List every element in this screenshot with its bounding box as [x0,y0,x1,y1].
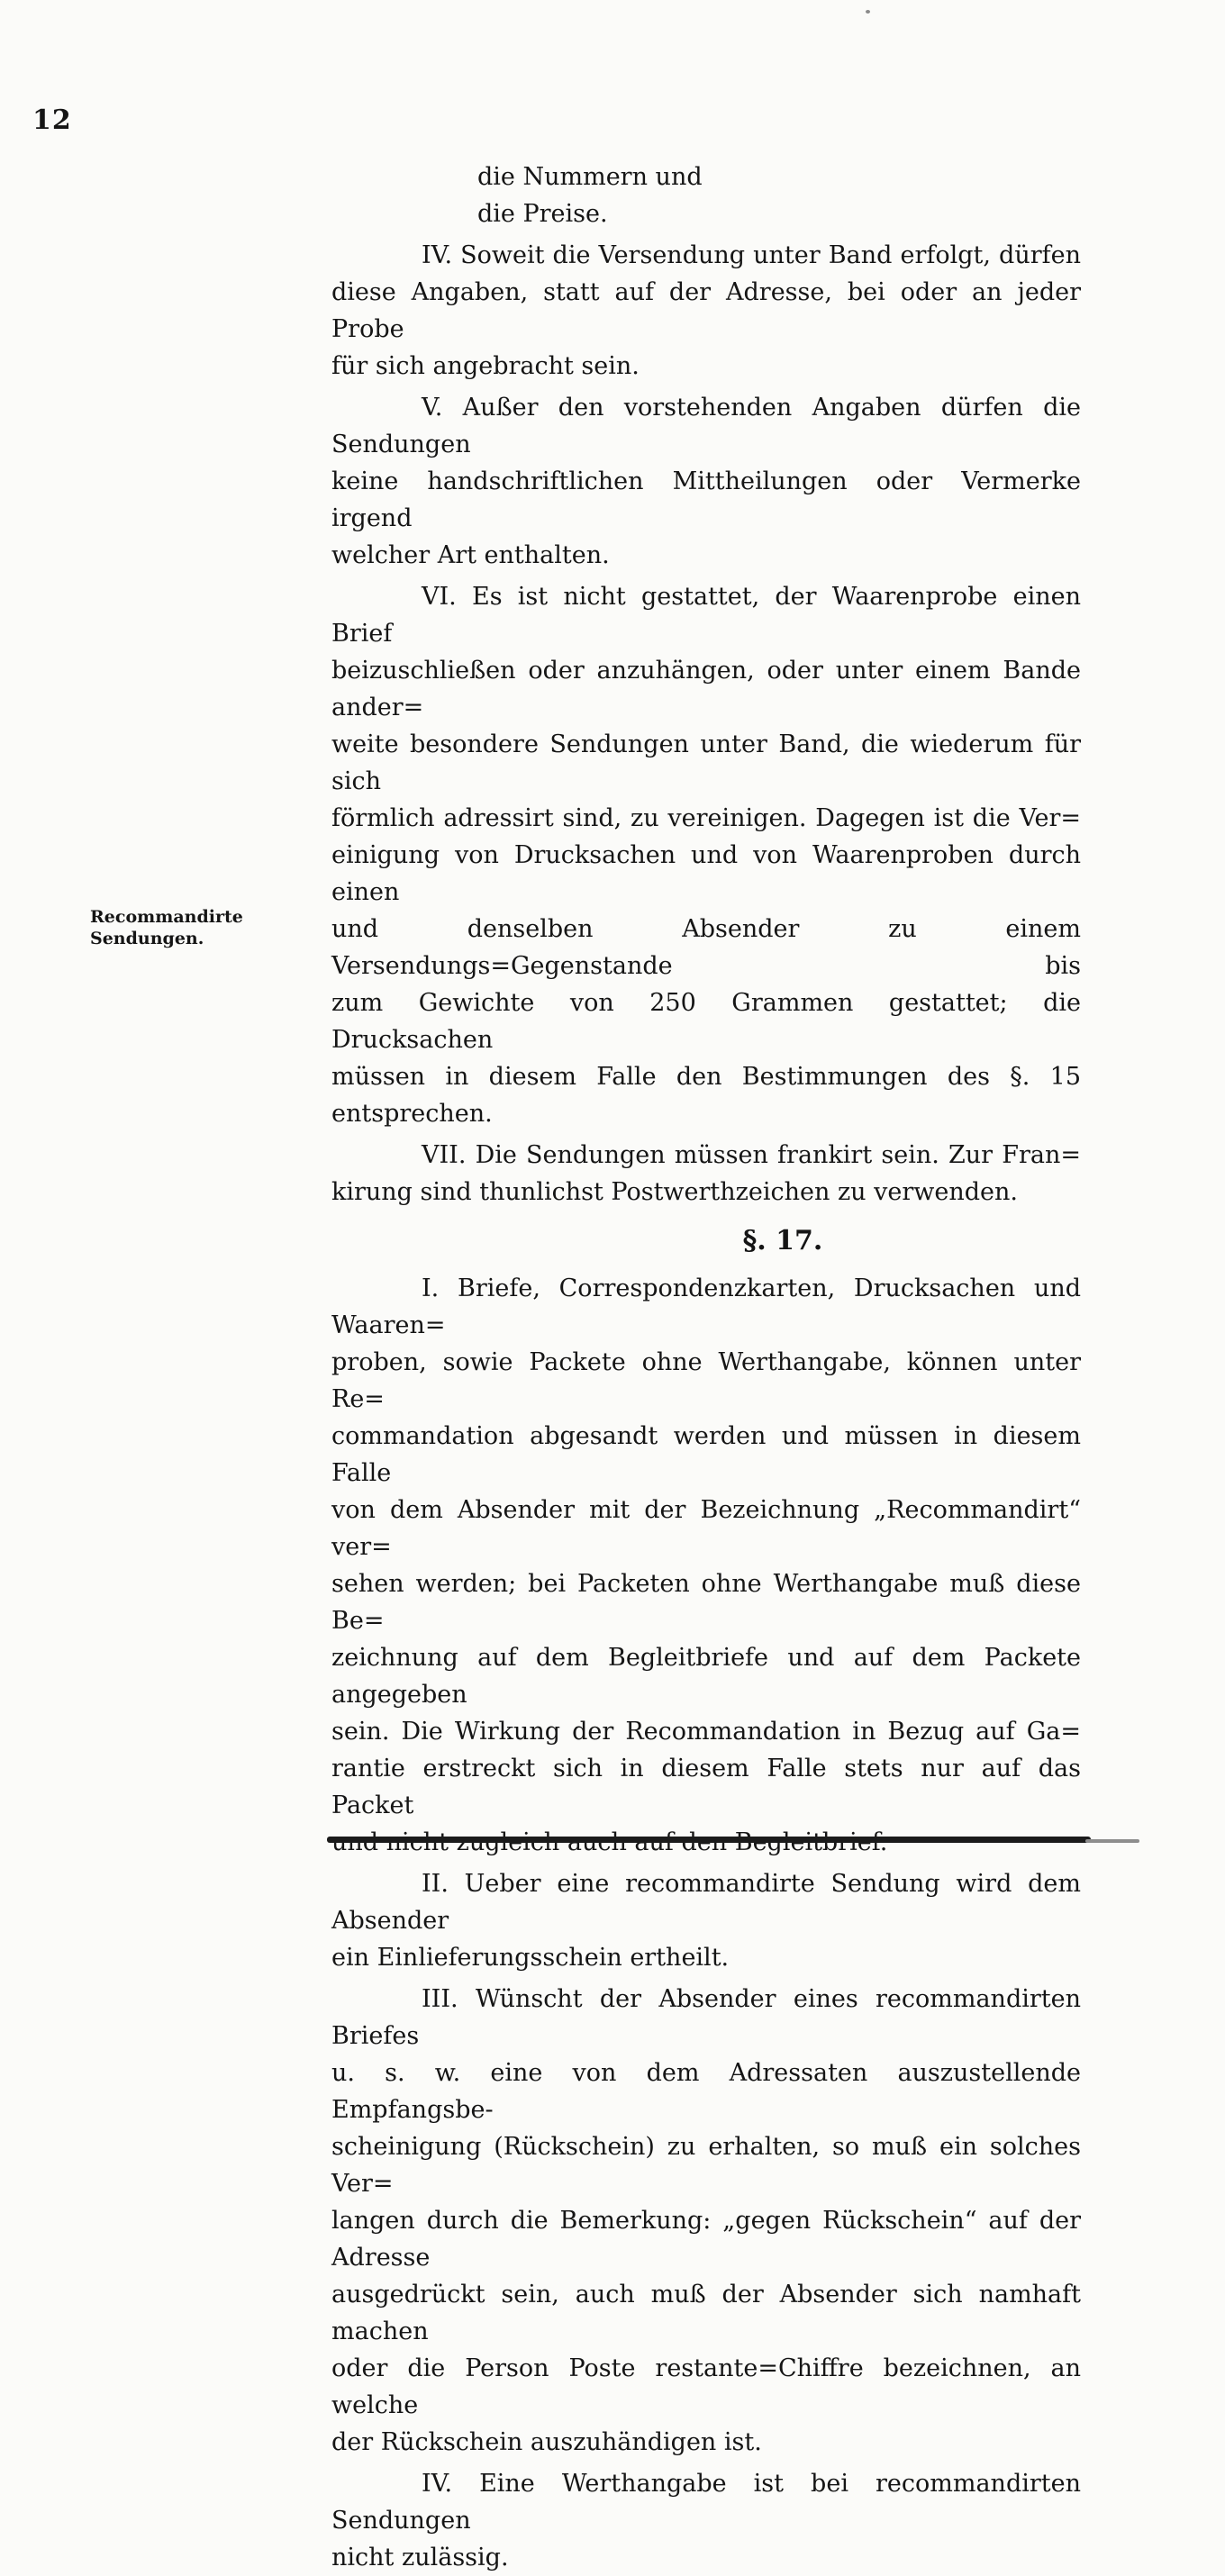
text-line: die Preise. [477,200,608,228]
text-line: commandation abgesandt werden und müssen in diesem Falle [331,1422,1081,1487]
text-line: IV. Soweit die Versendung unter Band erfolgt, dürfen [422,241,1081,269]
text-line: proben, sowie Packete ohne Werthangabe, können unter Re= [331,1348,1081,1413]
text-line: scheinigung (Rückschein) zu erhalten, so muß ein solches Ver= [331,2133,1081,2198]
text-line: einigung von Drucksachen und von Waarenproben durch einen [331,841,1081,906]
text-line: oder die Person Poste restante=Chiffre bezeichnen, an welche [331,2354,1081,2419]
paragraph [331,1981,1081,2461]
text-line: förmlich adressirt sind, zu vereinigen. Dagegen ist die Ver= [331,804,1081,832]
section-heading: §. 17. [742,1225,823,1256]
paragraph [331,1137,1081,1211]
text-line: weite besondere Sendungen unter Band, die wiederum für sich [331,730,1081,795]
text-line: u. s. w. eine von dem Adressaten auszustellende Empfangsbe- [331,2059,1081,2124]
text-line: IV. Eine Werthangabe ist bei recommandirten Sendungen [331,2470,1081,2535]
paragraph [331,578,1081,1132]
text-line: kirung sind thunlichst Postwerthzeichen zu verwenden. [331,1178,1018,1206]
text-line: der Rückschein auszuhändigen ist. [331,2428,762,2456]
hanging-list [477,159,1081,232]
text-line: I. Briefe, Correspondenzkarten, Drucksachen und Waaren= [331,1274,1081,1339]
paragraph [331,1270,1081,1861]
text-line: VII. Die Sendungen müssen frankirt sein. Zur Fran= [422,1141,1081,1169]
text-line: sehen werden; bei Packeten ohne Werthangabe muß diese Be= [331,1570,1081,1635]
text-line: ausgedrückt sein, auch muß der Absender sich namhaft machen [331,2281,1081,2345]
text-line: von dem Absender mit der Bezeichnung „Recommandirt“ ver= [331,1496,1081,1561]
text-line: müssen in diesem Falle den Bestimmungen des §. 15 entsprechen. [331,1063,1081,1128]
text-line: keine handschriftlichen Mittheilungen oder Vermerke irgend [331,467,1081,532]
text-line: sein. Die Wirkung der Recommandation in Bezug auf Ga= [331,1718,1081,1746]
text-line: nicht zulässig. [331,2544,509,2571]
text-line: beizuschließen oder anzuhängen, oder unter einem Bande ander= [331,657,1081,721]
text-line: rantie erstreckt sich in diesem Falle stets nur auf das Packet [331,1755,1081,1819]
text-line: zeichnung auf dem Begleitbriefe und auf dem Packete angegeben [331,1644,1081,1709]
text-line: VI. Es ist nicht gestattet, der Waarenprobe einen Brief [331,583,1081,648]
paragraph [331,389,1081,574]
text-line: die Nummern und [477,163,703,191]
paragraph [331,1865,1081,1976]
text-line: langen durch die Bemerkung: „gegen Rückschein“ auf der Adresse [331,2207,1081,2272]
text-line: ein Einlieferungsschein ertheilt. [331,1944,730,1972]
text-line: zum Gewichte von 250 Grammen gestattet; die Drucksachen [331,989,1081,1054]
text-line: II. Ueber eine recommandirte Sendung wird dem Absender [331,1870,1081,1935]
text-line: welcher Art enthalten. [331,541,610,569]
scan-artifact-bottom-smudge-faint [1085,1839,1139,1843]
text-line: III. Wünscht der Absender eines recommandirten Briefes [331,1985,1081,2050]
paragraph [331,2465,1081,2576]
text-blocks [331,159,1081,2576]
paragraph [331,237,1081,385]
text-line: V. Außer den vorstehenden Angaben dürfen die Sendungen [331,394,1081,458]
scan-artifact-bottom-smudge [327,1837,1091,1843]
margin-note: Recommandirte Sendungen. [90,907,243,948]
page-content [331,159,1081,2576]
page-number: 12 [32,104,72,136]
text-line: diese Angaben, statt auf der Adresse, bei oder an jeder Probe [331,278,1081,343]
text-line: für sich angebracht sein. [331,352,640,380]
text-line: und denselben Absender zu einem Versendungs=Gegenstande bis [331,915,1081,980]
scan-artifact-speck [866,10,870,14]
